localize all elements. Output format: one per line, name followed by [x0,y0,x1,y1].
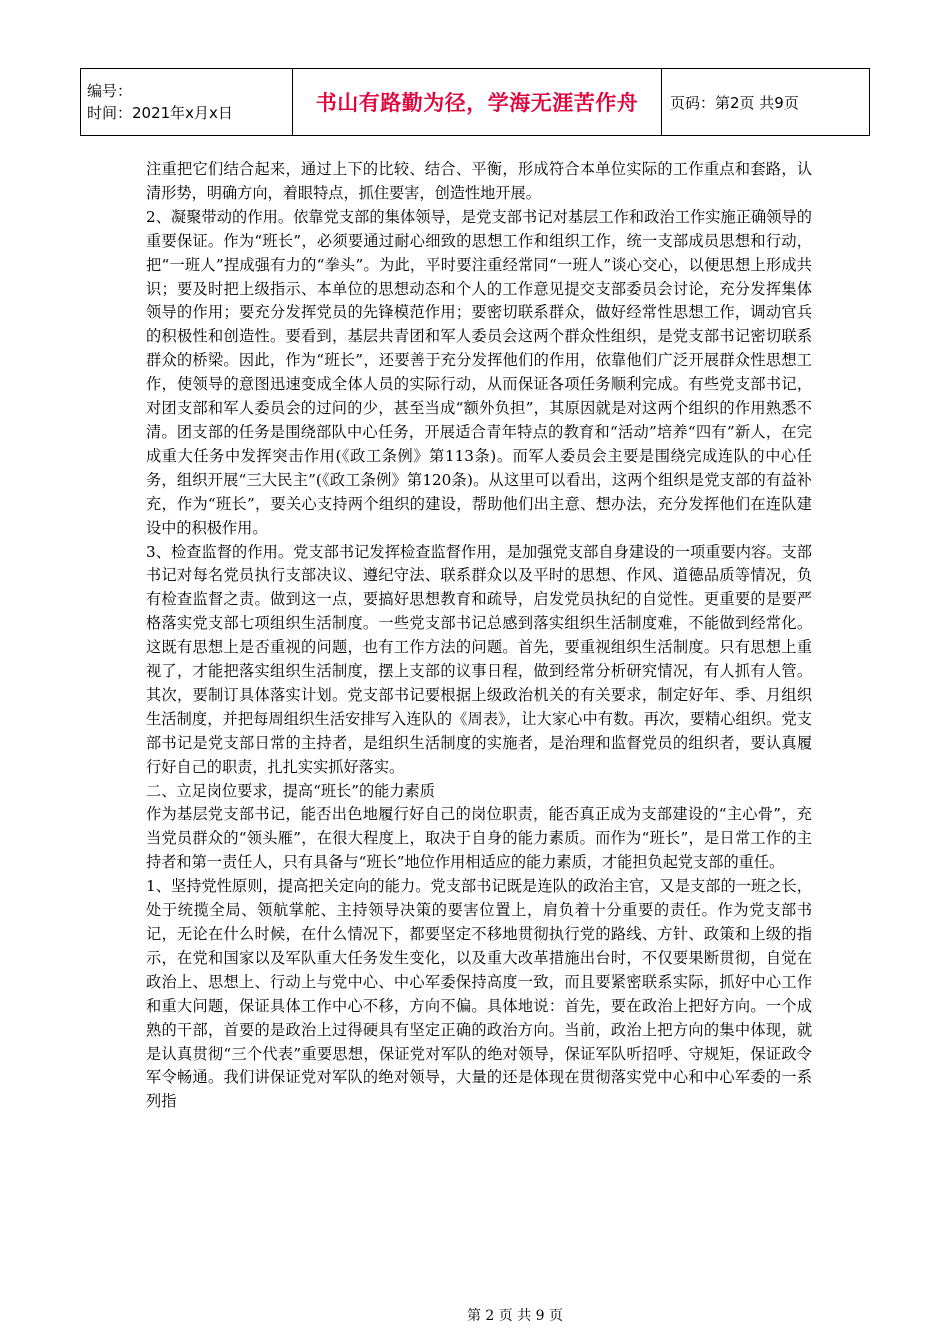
number-label: 编号： [87,82,133,100]
paragraph: 1、坚持党性原则，提高把关定向的能力。党支部书记既是连队的政治主官，又是支部的一班之长，处于统揽全局、领航掌舵、主持领导决策的要害位置上，肩负着十分重要的责任。作为党支部书记，无论在什么时候，在什么情况下，都要坚定不移地贯彻执行党的路线、方针、政策和上级的指示，在党和国家以及军队重大任务发生变化，以及重大改革措施出台时，不仅要果断贯彻，自觉在政治上、思想上、行动上与党中心、中心军委保持高度一致，而且要紧密联系实际，抓好中心工作和重大问题，保证具体工作中心不移，方向不偏。具体地说：首先，要在政治上把好方向。一个成熟的干部，首要的是政治上过得硬具有坚定正确的政治方向。当前，政治上把方向的集中体现，就是认真贯彻“三个代表”重要思想，保证党对军队的绝对领导，保证军队听招呼、守规矩，保证政令军令畅通。我们讲保证党对军队的绝对领导，大量的还是体现在贯彻落实党中心和中心军委的一系列指 [146,877,812,1111]
motto: 书山有路勤为径，学海无涯苦作舟 [315,91,639,115]
header-table [80,68,870,136]
paragraph: 3、检查监督的作用。党支部书记发挥检查监督作用，是加强党支部自身建设的一项重要内容。支部书记对每名党员执行支部决议、遵纪守法、联系群众以及平时的思想、作风、道德品质等情况，负有检查监督之责。做到这一点，要搞好思想教育和疏导，启发党员执纪的自觉性。更重要的是要严格落实党支部七项组织生活制度。一些党支部书记总感到落实组织生活制度难，不能做到经常化。这既有思想上是否重视的问题，也有工作方法的问题。首先，要重视组织生活制度。只有思想上重视了，才能把落实组织生活制度，摆上支部的议事日程，做到经常分析研究情况，有人抓有人管。其次，要制订具体落实计划。党支部书记要根据上级政治机关的有关要求，制定好年、季、月组织生活制度，并把每周组织生活安排写入连队的《周表》，让大家心中有数。再次，要精心组织。党支部书记是党支部日常的主持者，是组织生活制度的实施者，是治理和监督党员的组织者，要认真履行好自己的职责，扎扎实实抓好落实。 [146,542,812,776]
page-info: 页码：第2页 共9页 [662,69,870,136]
paragraph: 2、凝聚带动的作用。依靠党支部的集体领导，是党支部书记对基层工作和政治工作实施正确领导的重要保证。作为“班长”，必须要通过耐心细致的思想工作和组织工作，统一支部成员思想和行动，把“一班人”捏成强有力的“拳头”。为此，平时要注重经常同“一班人”谈心交心，以便思想上形成共识；要及时把上级指示、本单位的思想动态和个人的工作意见提交支部委员会讨论，充分发挥集体领导的作用；要充分发挥党员的先锋模范作用；要密切联系群众，做好经常性思想工作，调动官兵的积极性和创造性。要看到，基层共青团和军人委员会这两个群众性组织，是党支部书记密切联系群众的桥梁。因此，作为“班长”，还要善于充分发挥他们的作用，依靠他们广泛开展群众性思想工作，使领导的意图迅速变成全体人员的实际行动，从而保证各项任务顺利完成。有些党支部书记，对团支部和军人委员会的过问的少，甚至当成“额外负担”，其原因就是对这两个组织的作用熟悉不清。团支部的任务是围绕部队中心任务，开展适合青年特点的教育和“活动”培养“四有”新人，在完成重大任务中发挥突击作用(《政工条例》第113条)。而军人委员会主要是围绕完成连队的中心任务，组织开展“三大民主”(《政工条例》第120条)。从这里可以看出，这两个组织是党支部的有益补充，作为“班长”，要关心支持两个组织的建设，帮助他们出主意、想办法，充分发挥他们在连队建设中的积极作用。 [146,207,812,537]
time-label: 时间：2021年x月x日 [87,104,233,122]
document-body [146,158,812,1114]
header-meta [81,69,293,136]
paragraph: 作为基层党支部书记，能否出色地履行好自己的岗位职责，能否真正成为支部建设的“主心骨”，充当党员群众的“领头雁”，在很大程度上，取决于自身的能力素质。而作为“班长”，是日常工作的主持者和第一责任人，只有具备与“班长”地位作用相适应的能力素质，才能担负起党支部的重任。 [146,805,812,872]
paragraph: 注重把它们结合起来，通过上下的比较、结合、平衡，形成符合本单位实际的工作重点和套路，认清形势，明确方向，着眼特点，抓住要害，创造性地开展。 [146,160,812,202]
header-motto-cell [293,69,662,136]
section-heading: 二、立足岗位要求，提高“班长”的能力素质 [146,781,435,800]
page-footer: 第 2 页 共 9 页 [466,1308,564,1324]
